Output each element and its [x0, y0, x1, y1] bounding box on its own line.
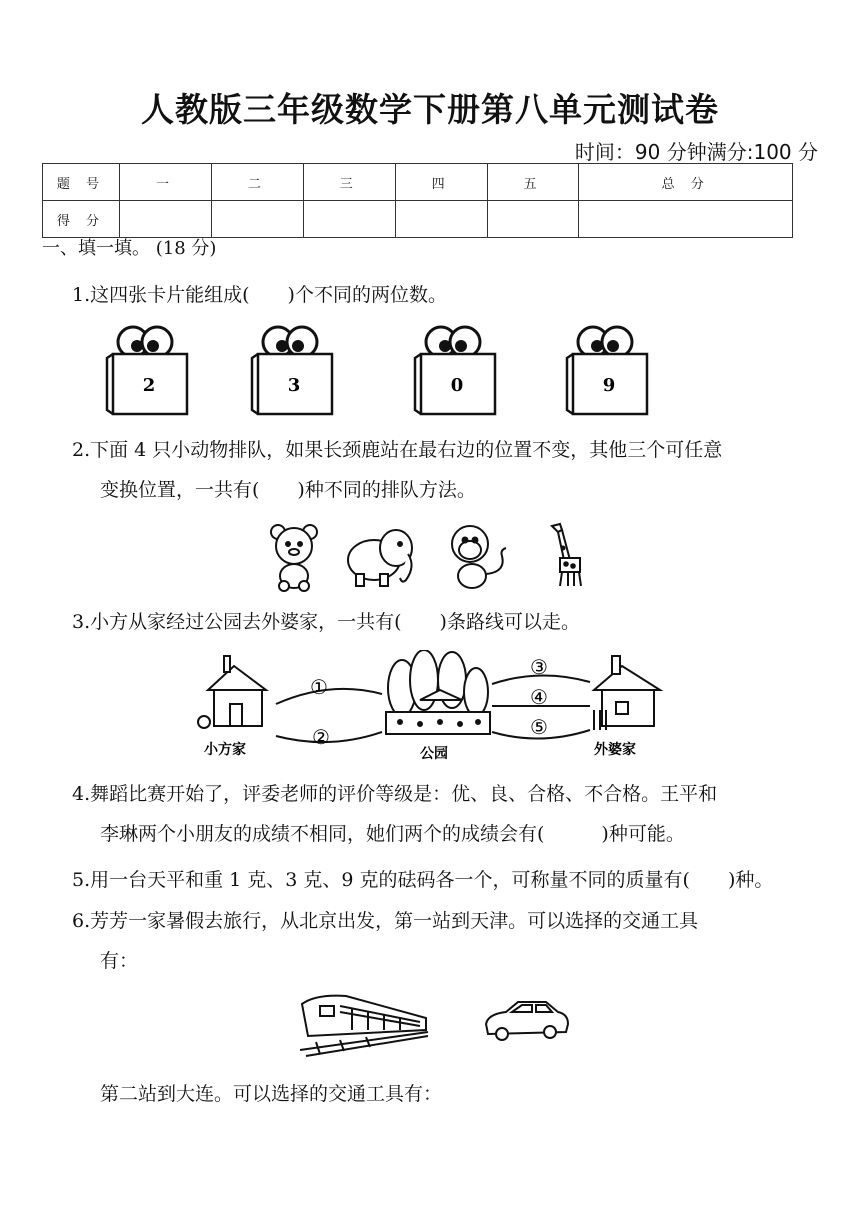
path-marker-1: ① [310, 675, 328, 699]
path-marker-2: ② [312, 725, 330, 749]
vehicles-row [296, 990, 576, 1060]
card-number: 3 [287, 375, 301, 396]
score-header-cell: 二 [211, 164, 303, 201]
score-table [42, 163, 793, 238]
score-header-cell: 四 [395, 164, 487, 201]
score-header-cell: 一 [120, 164, 212, 201]
score-header-cell: 题 号 [43, 164, 120, 201]
car-icon [486, 1002, 568, 1040]
page-title: 人教版三年级数学下册第八单元测试卷 [141, 90, 719, 129]
card-number: 2 [142, 375, 156, 396]
number-cards [95, 318, 665, 418]
bear-icon [271, 525, 317, 591]
question-2-line-2: 变换位置，一共有( )种不同的排队方法。 [100, 479, 476, 501]
question-5: 5.用一台天平和重 1 克、3 克、9 克的砝码各一个，可称量不同的质量有( )种。 [72, 869, 774, 891]
score-cell[interactable] [487, 201, 579, 238]
home-label: 小方家 [204, 742, 246, 758]
park-icon [386, 650, 490, 734]
score-cell[interactable] [395, 201, 487, 238]
house-icon [594, 656, 660, 730]
question-6-line-3: 第二站到大连。可以选择的交通工具有： [100, 1083, 443, 1105]
score-cell[interactable] [579, 201, 793, 238]
card-number: 0 [450, 375, 464, 396]
eye-card-icon [567, 327, 647, 414]
question-1: 1.这四张卡片能组成( )个不同的两位数。 [72, 284, 447, 306]
question-3: 3.小方从家经过公园去外婆家，一共有( )条路线可以走。 [72, 611, 580, 633]
path-line-1 [276, 689, 382, 704]
score-header-cell: 总 分 [579, 164, 793, 201]
score-header-cell: 三 [303, 164, 395, 201]
score-cell[interactable] [303, 201, 395, 238]
animals-row [262, 520, 602, 594]
path-marker-3: ③ [530, 655, 548, 679]
path-marker-4: ④ [530, 685, 548, 709]
score-header-cell: 五 [487, 164, 579, 201]
path-marker-5: ⑤ [530, 715, 548, 739]
score-cell[interactable] [120, 201, 212, 238]
elephant-icon [348, 530, 412, 586]
score-table-header-row [43, 164, 793, 201]
eye-card-icon [107, 327, 187, 414]
grandma-label: 外婆家 [594, 742, 636, 758]
house-icon [198, 656, 266, 728]
section-heading: 一、填一填。 (18 分) [42, 238, 217, 259]
route-map [190, 650, 670, 762]
question-4-line-2: 李琳两个小朋友的成绩不相同，她们两个的成绩会有( )种可能。 [100, 823, 685, 845]
card-number: 9 [602, 375, 616, 396]
question-6-line-2: 有： [100, 950, 139, 972]
score-table-score-row [43, 201, 793, 238]
monkey-icon [452, 526, 506, 588]
eye-card-icon [252, 327, 332, 414]
park-label: 公园 [420, 746, 448, 762]
question-2-line-1: 2.下面 4 只小动物排队，如果长颈鹿站在最右边的位置不变，其他三个可任意 [72, 439, 723, 461]
eye-card-icon [415, 327, 495, 414]
time-info: 时间：90 分钟满分:100 分 [574, 140, 818, 164]
question-6-line-1: 6.芳芳一家暑假去旅行，从北京出发，第一站到天津。可以选择的交通工具 [72, 910, 699, 932]
score-label-cell: 得 分 [43, 201, 120, 238]
score-cell[interactable] [211, 201, 303, 238]
train-icon [300, 996, 428, 1056]
question-4-line-1: 4.舞蹈比赛开始了，评委老师的评价等级是：优、良、合格、不合格。王平和 [72, 783, 718, 805]
giraffe-icon [552, 524, 581, 586]
